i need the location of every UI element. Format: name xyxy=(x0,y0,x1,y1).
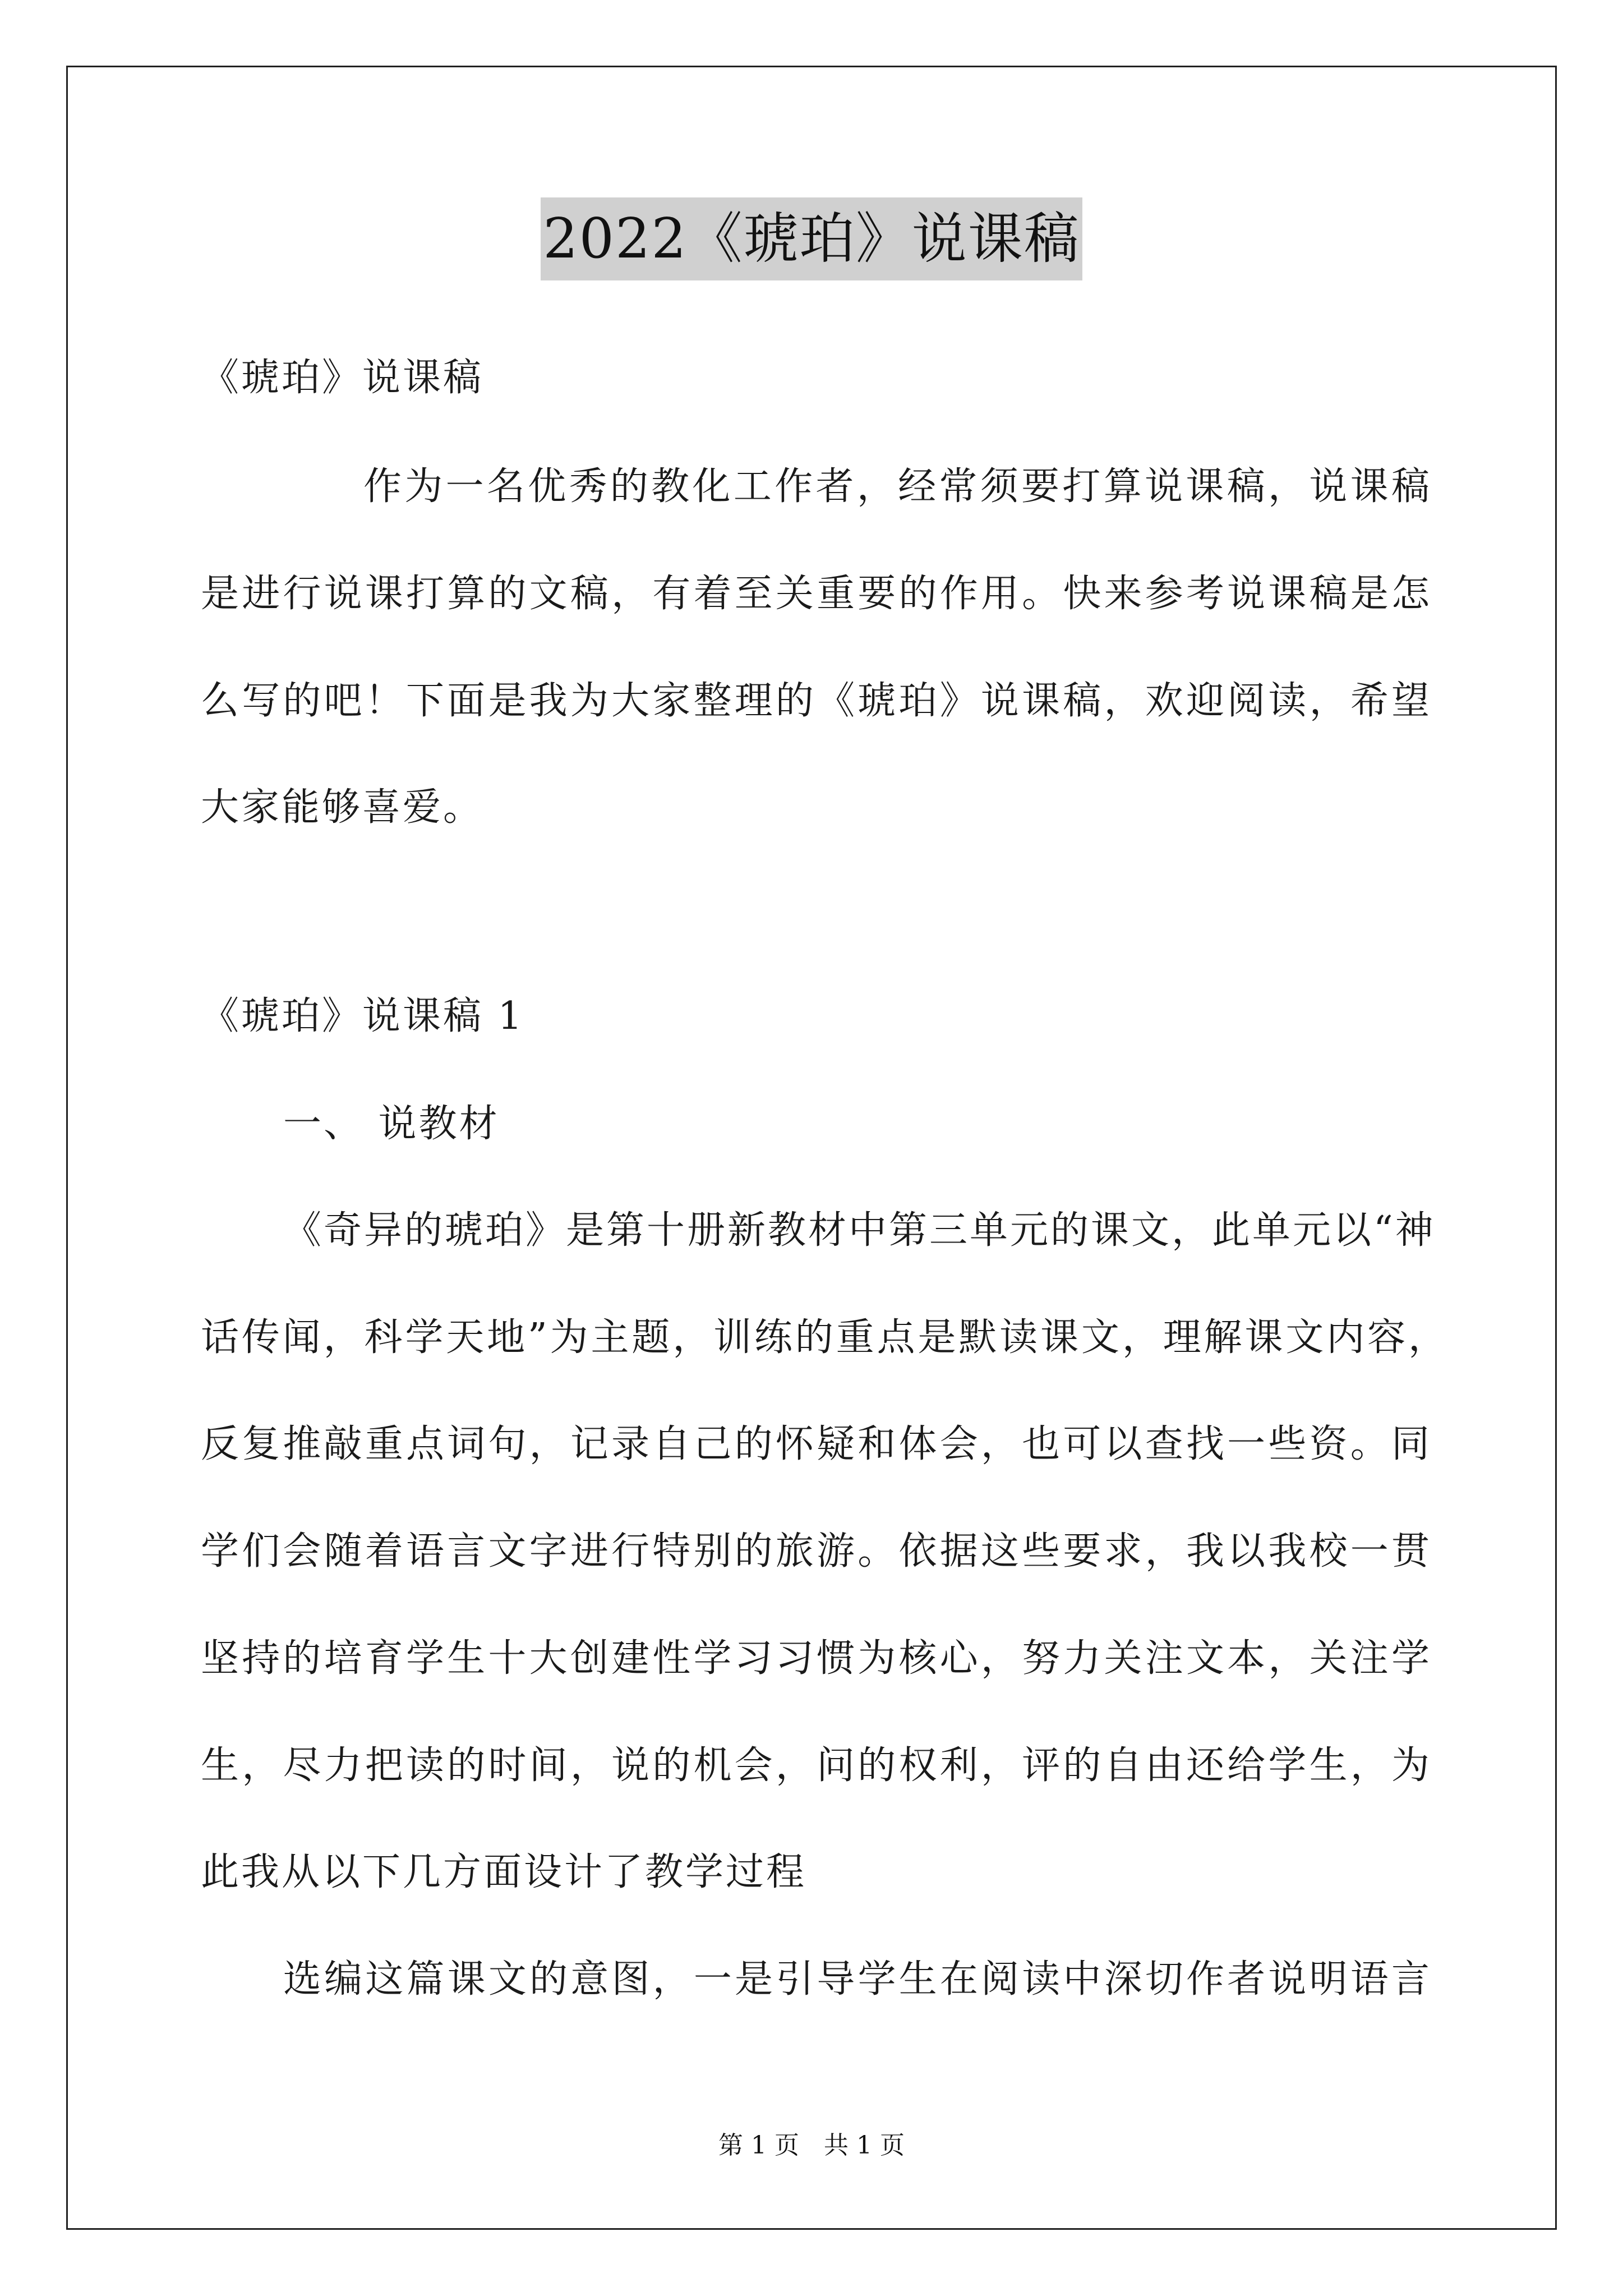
intro-line: 大家能够喜爱。 xyxy=(201,785,484,830)
body-line: 话传闻，科学天地”为主题，训练的重点是默读课文，理解课文内容， xyxy=(201,1315,1449,1360)
body-line: 选编这篇课文的意图，一是引导学生在阅读中深切作者说明语言 xyxy=(283,1957,1432,2001)
title-container xyxy=(0,197,1623,280)
body-line: 坚持的培育学生十大创建性学习习惯为核心，努力关注文本，关注学 xyxy=(201,1636,1432,1681)
body-line: 反复推敲重点词句，记录自己的怀疑和体会，也可以查找一些资。同 xyxy=(201,1422,1432,1466)
body-line: 此我从以下几方面设计了教学过程 xyxy=(201,1850,807,1894)
body-line: 《奇异的琥珀》是第十册新教材中第三单元的课文，此单元以“神 xyxy=(283,1208,1436,1253)
page-number: 第 1 页 xyxy=(718,2131,799,2160)
intro-line: 是进行说课打算的文稿，有着至关重要的作用。快来参考说课稿是怎 xyxy=(201,572,1432,616)
intro-line: 么写的吧！下面是我为大家整理的《琥珀》说课稿，欢迎阅读，希望 xyxy=(201,679,1432,723)
subsection-title: 一、 说教材 xyxy=(283,1102,500,1146)
section-title: 《琥珀》说课稿 1 xyxy=(201,994,524,1038)
page-total: 共 1 页 xyxy=(824,2131,905,2160)
page-footer xyxy=(0,2129,1623,2162)
intro-line: 作为一名优秀的教化工作者，经常须要打算说课稿，说课稿 xyxy=(363,464,1432,509)
document-title: 2022《琥珀》说课稿 xyxy=(541,197,1082,280)
document-subtitle: 《琥珀》说课稿 xyxy=(201,356,484,400)
body-line: 学们会随着语言文字进行特别的旅游。依据这些要求，我以我校一贯 xyxy=(201,1529,1432,1573)
body-line: 生，尽力把读的时间，说的机会，问的权利，评的自由还给学生，为 xyxy=(201,1743,1432,1788)
